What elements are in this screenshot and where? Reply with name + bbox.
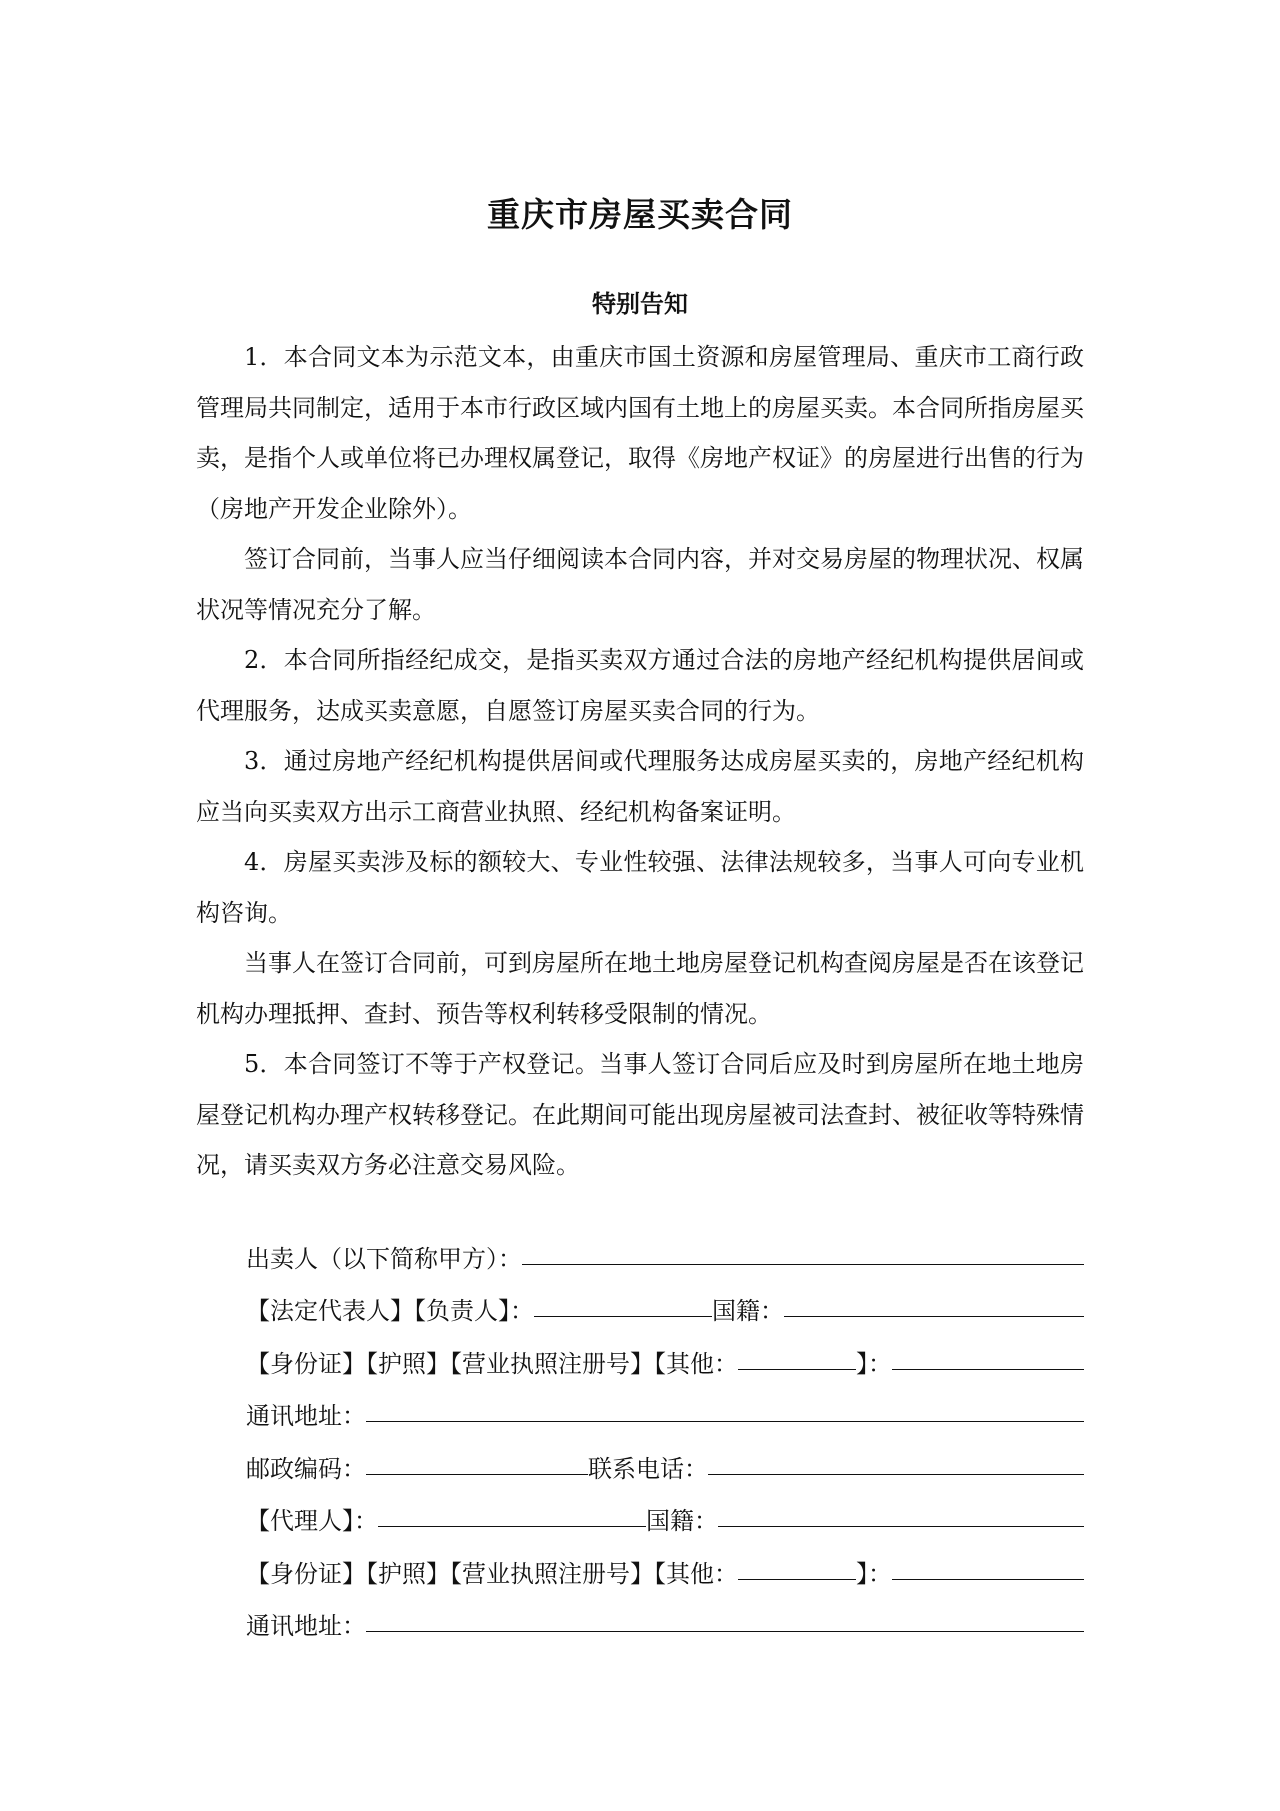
notice-paragraph: 3．通过房地产经纪机构提供居间或代理服务达成房屋买卖的，房地产经纪机构应当向买卖双方出示工商营业执照、经纪机构备案证明。 — [196, 747, 1084, 826]
address-label: 通讯地址： — [246, 1402, 366, 1430]
seller-name-field[interactable] — [522, 1264, 1084, 1265]
postal-phone-row — [246, 1431, 1084, 1484]
postal-code-label: 邮政编码： — [246, 1454, 366, 1483]
agent-id-close-label: 】： — [856, 1559, 892, 1588]
phone-field[interactable] — [708, 1474, 1084, 1475]
phone-label: 联系电话： — [588, 1454, 708, 1483]
notice-paragraph: 1．本合同文本为示范文本，由重庆市国土资源和房屋管理局、重庆市工商行政管理局共同制定，适用于本市行政区域内国有土地上的房屋买卖。本合同所指房屋买卖，是指个人或单位将已办理权属登记，取得《房地产权证》的房屋进行出售的行为（房地产开发企业除外）。 — [196, 343, 1084, 523]
notice-paragraph: 签订合同前，当事人应当仔细阅读本合同内容，并对交易房屋的物理状况、权属状况等情况充分了解。 — [196, 545, 1084, 624]
id-row — [246, 1326, 1084, 1379]
notice-paragraph: 4．房屋买卖涉及标的额较大、专业性较强、法律法规较多，当事人可向专业机构咨询。 — [196, 848, 1084, 927]
nationality-label: 国籍： — [712, 1297, 784, 1325]
id-number-field[interactable] — [892, 1369, 1084, 1370]
party-info-form — [246, 1221, 1084, 1641]
nationality-field[interactable] — [784, 1316, 1084, 1317]
id-close-label: 】： — [856, 1349, 892, 1378]
agent-id-other-type-field[interactable] — [738, 1579, 856, 1580]
agent-nationality-field[interactable] — [718, 1526, 1084, 1527]
agent-address-field[interactable] — [366, 1631, 1084, 1632]
notice-paragraph: 2．本合同所指经纪成交，是指买卖双方通过合法的房地产经纪机构提供居间或代理服务，达成买卖意愿，自愿签订房屋买卖合同的行为。 — [196, 646, 1084, 725]
id-other-type-field[interactable] — [738, 1369, 856, 1370]
agent-name-field[interactable] — [378, 1526, 646, 1527]
agent-label: 【代理人】： — [246, 1507, 378, 1535]
agent-id-types-label: 【身份证】【护照】【营业执照注册号】【其他： — [246, 1559, 738, 1588]
legal-rep-field[interactable] — [534, 1316, 712, 1317]
seller-row — [246, 1221, 1084, 1274]
seller-label: 出卖人（以下简称甲方）： — [246, 1244, 522, 1273]
address-field[interactable] — [366, 1421, 1084, 1422]
agent-address-row — [246, 1589, 1084, 1642]
agent-id-number-field[interactable] — [892, 1579, 1084, 1580]
notice-paragraph: 5．本合同签订不等于产权登记。当事人签订合同后应及时到房屋所在地土地房屋登记机构办理产权转移登记。在此期间可能出现房屋被司法查封、被征收等特殊情况，请买卖双方务必注意交易风险。 — [196, 1050, 1084, 1179]
id-types-label: 【身份证】【护照】【营业执照注册号】【其他： — [246, 1349, 738, 1378]
document-title: 重庆市房屋买卖合同 — [487, 195, 793, 234]
postal-code-field[interactable] — [366, 1474, 588, 1475]
agent-id-row — [246, 1536, 1084, 1589]
legal-rep-label: 【法定代表人】【负责人】： — [246, 1297, 534, 1325]
notice-paragraph: 当事人在签订合同前，可到房屋所在地土地房屋登记机构查阅房屋是否在该登记机构办理抵押、查封、预告等权利转移受限制的情况。 — [196, 949, 1084, 1028]
notice-body — [196, 332, 1084, 1191]
address-row — [246, 1379, 1084, 1432]
section-heading: 特别告知 — [592, 290, 688, 318]
agent-row — [246, 1484, 1084, 1537]
agent-nationality-label: 国籍： — [646, 1507, 718, 1535]
legal-rep-row — [246, 1274, 1084, 1327]
agent-address-label: 通讯地址： — [246, 1612, 366, 1640]
